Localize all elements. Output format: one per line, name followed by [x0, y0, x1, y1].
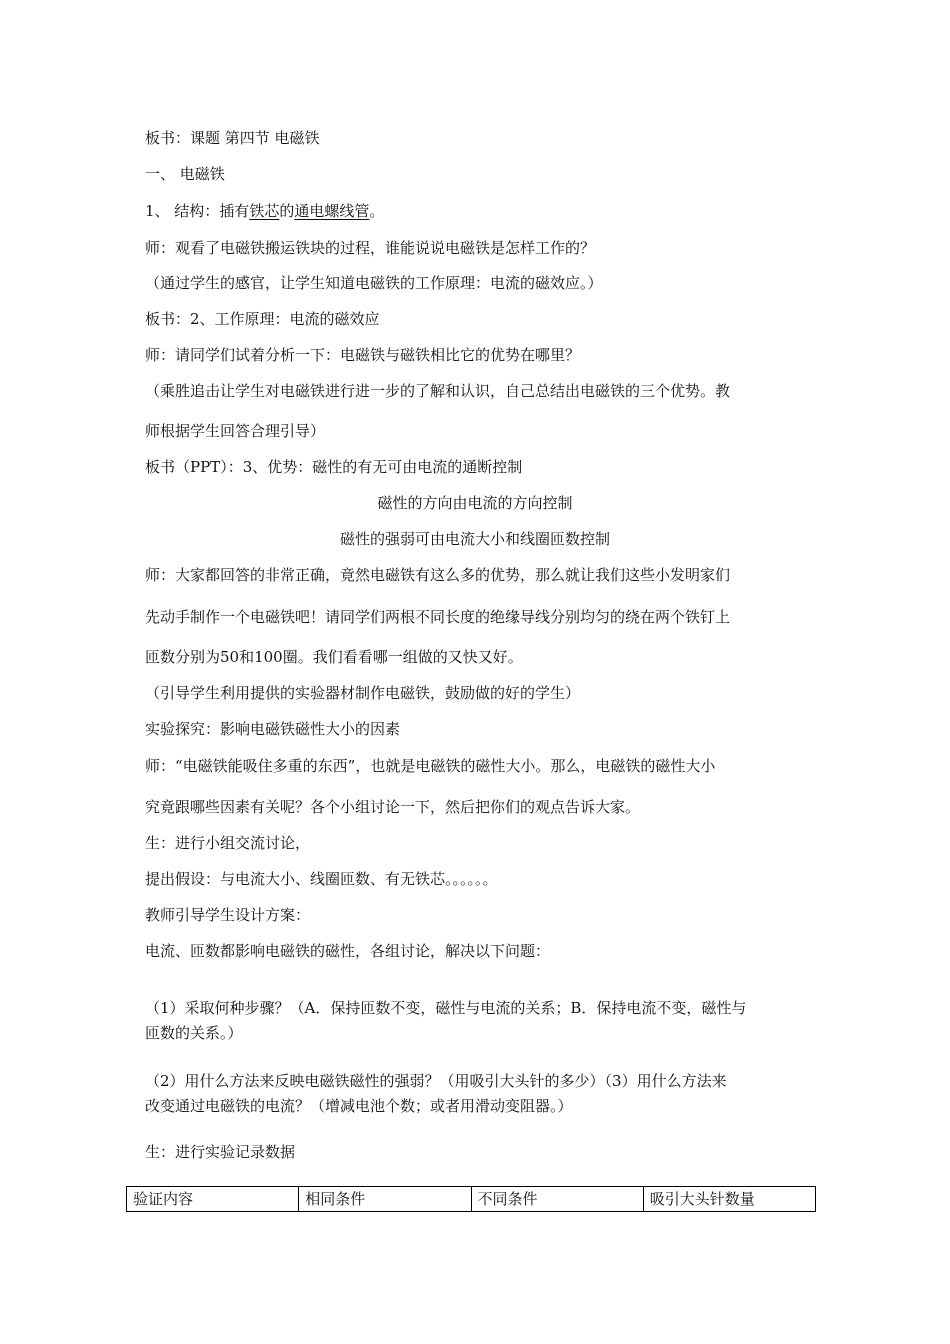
paragraph-line: （2）用什么方法来反映电磁铁磁性的强弱？（用吸引大头针的多少）（3）用什么方法来 [145, 1072, 727, 1090]
paragraph-line: （通过学生的感官，让学生知道电磁铁的工作原理：电流的磁效应。） [145, 274, 603, 292]
table-header-cell: 验证内容 [127, 1187, 299, 1212]
paragraph-line: （引导学生利用提供的实验器材制作电磁铁，鼓励做的好的学生） [145, 684, 581, 702]
paragraph-line: 师根据学生回答合理引导） [145, 422, 326, 440]
section-heading: 一、 电磁铁 [145, 165, 225, 183]
structure-line [145, 201, 384, 221]
paragraph-line: 究竟跟哪些因素有关呢？各个小组讨论一下，然后把你们的观点告诉大家。 [145, 798, 641, 816]
paragraph-line: 先动手制作一个电磁铁吧！请同学们两根不同长度的绝缘导线分别均匀的绕在两个铁钉上 [145, 608, 731, 626]
paragraph-line: 生：进行小组交流讨论， [145, 834, 311, 852]
paragraph-line: 板书：2、工作原理：电流的磁效应 [145, 310, 380, 328]
centered-line: 磁性的方向由电流的方向控制 [377, 494, 573, 512]
structure-mid: 的 [279, 202, 295, 220]
paragraph-line: 板书（PPT）：3、优势：磁性的有无可由电流的通断控制 [145, 458, 523, 476]
paragraph-line: 师：观看了电磁铁搬运铁块的过程，谁能说说电磁铁是怎样工作的？ [145, 239, 596, 257]
paragraph-line: 提出假设：与电流大小、线圈匝数、有无铁芯。。。。。。 [145, 870, 498, 888]
structure-prefix: 1、 结构：插有 [145, 202, 250, 220]
underlined-term-solenoid: 通电螺线管 [294, 202, 370, 220]
table-header-cell: 不同条件 [471, 1187, 643, 1212]
paragraph-line: 匝数的关系。） [145, 1024, 243, 1042]
board-title-line: 板书：课题 第四节 电磁铁 [145, 129, 320, 147]
table-header-row [127, 1187, 816, 1212]
table-header-cell: 吸引大头针数量 [643, 1187, 815, 1212]
experiment-record-table [126, 1186, 816, 1212]
paragraph-line: 师：大家都回答的非常正确，竟然电磁铁有这么多的优势，那么就让我们这些小发明家们 [145, 566, 731, 584]
table-header-cell: 相同条件 [299, 1187, 471, 1212]
paragraph-line: 师：“电磁铁能吸住多重的东西”，也就是电磁铁的磁性大小。那么，电磁铁的磁性大小 [145, 757, 716, 775]
paragraph-line: 教师引导学生设计方案： [145, 906, 311, 924]
paragraph-line: （1）采取何种步骤？（A．保持匝数不变，磁性与电流的关系；B．保持电流不变，磁性与 [145, 999, 747, 1017]
paragraph-line: 实验探究：影响电磁铁磁性大小的因素 [145, 720, 401, 738]
underlined-term-iron-core: 铁芯 [249, 202, 280, 220]
structure-suffix: 。 [369, 202, 385, 220]
paragraph-line: （乘胜追击让学生对电磁铁进行进一步的了解和认识，自己总结出电磁铁的三个优势。教 [145, 382, 731, 400]
paragraph-line: 改变通过电磁铁的电流？（增减电池个数；或者用滑动变阻器。） [145, 1097, 573, 1115]
paragraph-line: 匝数分别为50和100圈。我们看看哪一组做的又快又好。 [145, 648, 523, 666]
paragraph-line: 师：请同学们试着分析一下：电磁铁与磁铁相比它的优势在哪里？ [145, 346, 581, 364]
paragraph-line: 生：进行实验记录数据 [145, 1143, 296, 1161]
paragraph-line: 电流、匝数都影响电磁铁的磁性，各组讨论，解决以下问题： [145, 942, 551, 960]
centered-line: 磁性的强弱可由电流大小和线圈匝数控制 [339, 530, 610, 548]
